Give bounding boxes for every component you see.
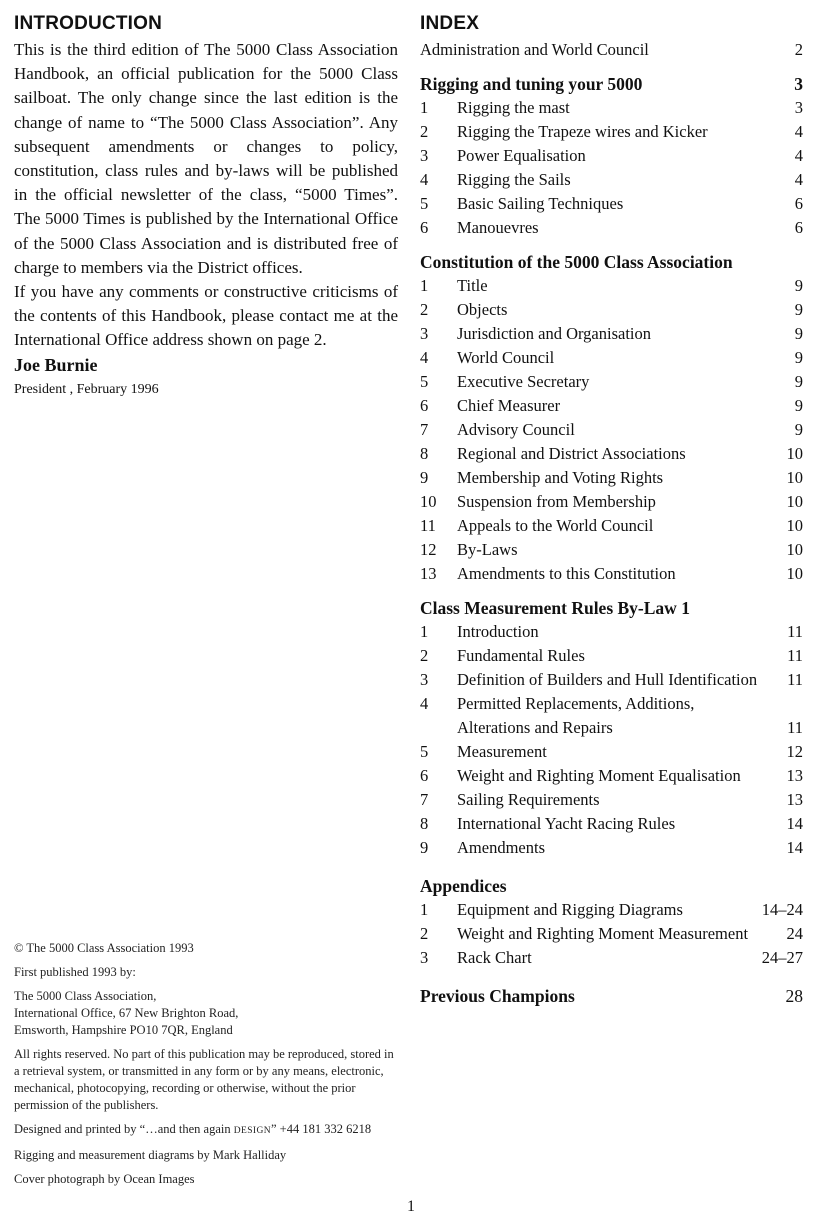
designer-credit-suffix: ” +44 181 332 6218 xyxy=(270,1122,372,1136)
index-entry xyxy=(420,764,803,788)
index-entry xyxy=(420,442,803,466)
section-title: Class Measurement Rules By-Law 1 xyxy=(420,598,690,618)
entry-number: 10 xyxy=(420,492,437,511)
first-published-line: First published 1993 by: xyxy=(14,965,136,979)
designer-credit-prefix: Designed and printed by “…and then again xyxy=(14,1122,234,1136)
index-entry xyxy=(420,812,803,836)
index-entry xyxy=(420,898,803,922)
entry-number: 8 xyxy=(420,814,429,833)
entry-page: 11 xyxy=(787,718,803,737)
entry-number: 7 xyxy=(420,420,429,439)
entry-title: Regional and District Associations xyxy=(457,444,686,463)
entry-title: World Council xyxy=(457,348,555,367)
index-entry xyxy=(420,144,803,168)
entry-page: 10 xyxy=(786,540,803,559)
entry-page: 10 xyxy=(786,492,803,511)
entry-title: Fundamental Rules xyxy=(457,646,585,665)
entry-title: Introduction xyxy=(457,622,539,641)
entry-page: 13 xyxy=(786,790,803,809)
entry-number: 4 xyxy=(420,348,429,367)
entry-number: 2 xyxy=(420,122,429,141)
entry-title: Weight and Righting Moment Measurement xyxy=(457,924,749,943)
entry-number: 2 xyxy=(420,924,429,943)
index-entry xyxy=(420,346,803,370)
entry-title: Sailing Requirements xyxy=(457,790,600,809)
index-entry xyxy=(420,788,803,812)
entry-number: 13 xyxy=(420,564,437,583)
index-entry xyxy=(420,692,803,740)
index-section xyxy=(420,12,803,1008)
entry-number: 3 xyxy=(420,324,429,343)
entry-title: Amendments xyxy=(457,838,545,857)
entry-number: 9 xyxy=(420,838,429,857)
entry-page: 10 xyxy=(786,468,803,487)
entry-page: 14–24 xyxy=(761,900,803,919)
section-heading-appendices xyxy=(420,874,803,898)
index-entry xyxy=(420,322,803,346)
entry-number: 3 xyxy=(420,948,429,967)
copyright-line: © The 5000 Class Association 1993 xyxy=(14,941,194,955)
entry-page: 24–27 xyxy=(761,948,803,967)
section-heading-previous-champions xyxy=(420,984,803,1008)
entry-page: 9 xyxy=(794,324,803,343)
entry-number: 7 xyxy=(420,790,429,809)
entry-page: 9 xyxy=(794,396,803,415)
entry-number: 9 xyxy=(420,468,429,487)
entry-title: Weight and Righting Moment Equalisation xyxy=(457,766,741,785)
entry-number: 11 xyxy=(420,516,436,535)
index-entry xyxy=(420,96,803,120)
entry-page: 9 xyxy=(794,420,803,439)
entry-page: 12 xyxy=(786,742,803,761)
index-entry xyxy=(420,740,803,764)
index-entry xyxy=(420,514,803,538)
entry-number: 5 xyxy=(420,194,429,213)
entry-number: 5 xyxy=(420,742,429,761)
designer-credit xyxy=(14,1121,394,1140)
section-title: Appendices xyxy=(420,876,507,896)
index-entry xyxy=(420,394,803,418)
entry-title: Rigging the Trapeze wires and Kicker xyxy=(457,122,708,141)
page-number: 1 xyxy=(407,1198,415,1215)
diagrams-credit: Rigging and measurement diagrams by Mark Halliday xyxy=(14,1148,287,1162)
index-entry xyxy=(420,192,803,216)
section-title: Constitution of the 5000 Class Association xyxy=(420,252,733,272)
index-entry xyxy=(420,120,803,144)
entry-title: Basic Sailing Techniques xyxy=(457,194,624,213)
entry-page: 2 xyxy=(794,40,803,59)
section-heading-measurement xyxy=(420,596,803,620)
designer-credit-design: DESIGN xyxy=(233,1126,271,1136)
colophon xyxy=(14,940,394,1195)
entry-page: 3 xyxy=(794,98,803,117)
entry-title-line: Permitted Replacements, Additions, xyxy=(457,694,695,713)
index-entry xyxy=(420,490,803,514)
introduction-heading: INTRODUCTION xyxy=(14,13,163,34)
publisher-address xyxy=(14,988,394,1039)
entry-number: 6 xyxy=(420,396,429,415)
entry-page: 9 xyxy=(794,372,803,391)
index-entry xyxy=(420,620,803,644)
index-entry xyxy=(420,216,803,240)
index-entry xyxy=(420,562,803,586)
entry-title: Membership and Voting Rights xyxy=(457,468,664,487)
entry-page: 14 xyxy=(786,838,803,857)
entry-page: 24 xyxy=(786,924,803,943)
entry-page: 6 xyxy=(794,218,803,237)
entry-title: Administration and World Council xyxy=(420,40,649,59)
entry-page: 6 xyxy=(794,194,803,213)
address-line: International Office, 67 New Brighton Road, xyxy=(14,1006,239,1020)
index-entry-administration xyxy=(420,38,803,62)
entry-title: Rigging the mast xyxy=(457,98,570,117)
entry-title: Executive Secretary xyxy=(457,372,590,391)
signer-role: President , February 1996 xyxy=(14,381,159,397)
entry-page: 14 xyxy=(786,814,803,833)
index-entry xyxy=(420,466,803,490)
entry-number: 1 xyxy=(420,98,429,117)
entry-number: 1 xyxy=(420,900,429,919)
introduction-paragraph: This is the third edition of The 5000 Class Association Handbook, an official publication for the 5000 Class sailboat. The only change since the last edition is the change of name to “The 5000 Class Association”. Any subsequent amendments or changes to policy, constitution, class rules and by-laws will be published in the official newsletter of the class, “5000 Times”. The 5000 Times is published by the International Office of the 5000 Class Association and is distributed free of charge to members via the District offices. xyxy=(14,40,398,277)
entry-title: Suspension from Membership xyxy=(457,492,656,511)
entry-number: 8 xyxy=(420,444,429,463)
section-title: Rigging and tuning your 5000 xyxy=(420,74,643,94)
entry-number: 4 xyxy=(420,170,429,189)
entry-number: 5 xyxy=(420,372,429,391)
entry-title: Definition of Builders and Hull Identification xyxy=(457,670,758,689)
entry-title: Measurement xyxy=(457,742,547,761)
address-line: The 5000 Class Association, xyxy=(14,989,157,1003)
section-page: 28 xyxy=(785,986,803,1006)
entry-title: Title xyxy=(457,276,488,295)
index-entry xyxy=(420,538,803,562)
entry-title: Appeals to the World Council xyxy=(457,516,654,535)
entry-page: 11 xyxy=(787,670,803,689)
entry-title: Rigging the Sails xyxy=(457,170,571,189)
entry-page: 9 xyxy=(794,276,803,295)
index-entry xyxy=(420,946,803,970)
entry-page: 10 xyxy=(786,564,803,583)
index-entry xyxy=(420,370,803,394)
entry-page: 10 xyxy=(786,444,803,463)
index-heading: INDEX xyxy=(420,13,480,34)
entry-page: 10 xyxy=(786,516,803,535)
index-entry xyxy=(420,644,803,668)
entry-title: Chief Measurer xyxy=(457,396,561,415)
index-entry xyxy=(420,668,803,692)
section-title: Previous Champions xyxy=(420,986,575,1006)
entry-page: 9 xyxy=(794,300,803,319)
index-entry xyxy=(420,922,803,946)
index-entry xyxy=(420,168,803,192)
entry-number: 2 xyxy=(420,646,429,665)
section-heading-rigging xyxy=(420,72,803,96)
entry-page: 13 xyxy=(786,766,803,785)
index-entry xyxy=(420,836,803,860)
entry-page: 4 xyxy=(794,122,803,141)
cover-credit: Cover photograph by Ocean Images xyxy=(14,1172,195,1186)
entry-title xyxy=(457,692,759,740)
index-entry xyxy=(420,418,803,442)
entry-title: Rack Chart xyxy=(457,948,532,967)
section-heading-constitution xyxy=(420,250,803,274)
introduction-section xyxy=(14,12,398,403)
signer-name: Joe Burnie xyxy=(14,354,98,375)
entry-page: 11 xyxy=(787,622,803,641)
entry-title: Advisory Council xyxy=(457,420,575,439)
entry-title: Jurisdiction and Organisation xyxy=(457,324,652,343)
entry-page: 4 xyxy=(794,170,803,189)
entry-number: 3 xyxy=(420,146,429,165)
entry-number: 1 xyxy=(420,276,429,295)
entry-title: Manouevres xyxy=(457,218,539,237)
entry-number: 12 xyxy=(420,540,437,559)
entry-number: 1 xyxy=(420,622,429,641)
index-entry xyxy=(420,274,803,298)
address-line: Emsworth, Hampshire PO10 7QR, England xyxy=(14,1023,233,1037)
entry-page: 4 xyxy=(794,146,803,165)
entry-title: By-Laws xyxy=(457,540,518,559)
entry-title: Amendments to this Constitution xyxy=(457,564,676,583)
entry-number: 2 xyxy=(420,300,429,319)
rights-notice: All rights reserved. No part of this publication may be reproduced, stored in a retrieval system, or transmitted in any form or by any means, electronic, mechanical, photocopying, recording or otherwise, without the prior permission of the publishers. xyxy=(14,1047,394,1112)
section-page: 3 xyxy=(794,74,803,94)
entry-page: 9 xyxy=(794,348,803,367)
entry-title-line: Alterations and Repairs xyxy=(457,718,613,737)
entry-title: Power Equalisation xyxy=(457,146,586,165)
entry-number: 3 xyxy=(420,670,429,689)
entry-title: International Yacht Racing Rules xyxy=(457,814,676,833)
entry-number: 6 xyxy=(420,218,429,237)
introduction-paragraph: If you have any comments or constructive criticisms of the contents of this Handbook, please contact me at the International Office address shown on page 2. xyxy=(14,282,398,350)
entry-title: Objects xyxy=(457,300,508,319)
entry-title: Equipment and Rigging Diagrams xyxy=(457,900,683,919)
entry-number: 4 xyxy=(420,694,429,713)
index-entry xyxy=(420,298,803,322)
entry-page: 11 xyxy=(787,646,803,665)
entry-number: 6 xyxy=(420,766,429,785)
